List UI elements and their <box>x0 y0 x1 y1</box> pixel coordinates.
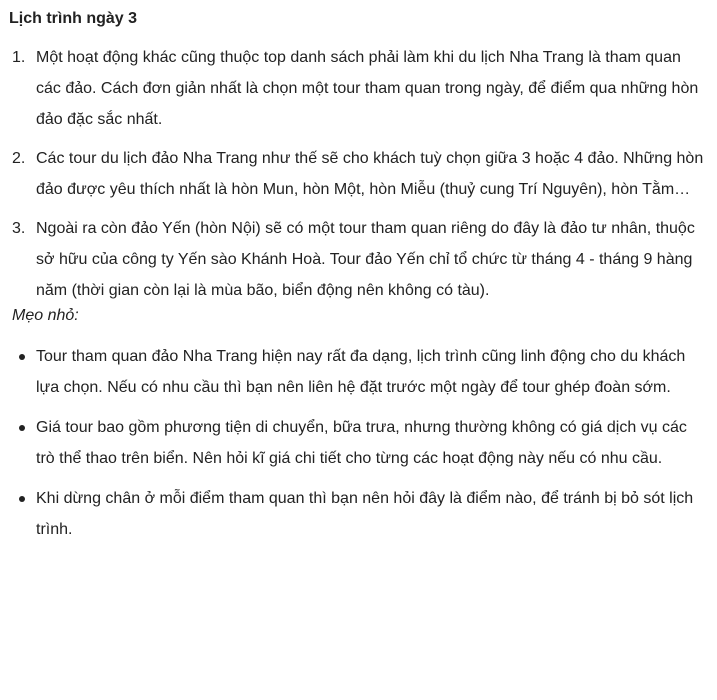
bullet-icon <box>19 354 25 360</box>
tip-item <box>9 412 705 474</box>
tip-text: Khi dừng chân ở mỗi điểm tham quan thì bạn nên hỏi đây là điểm nào, để tránh bị bỏ sót lịch trình. <box>36 490 694 538</box>
tip-item <box>9 341 705 403</box>
itinerary-item <box>9 213 705 306</box>
item-number: 3. <box>12 220 26 237</box>
item-number: 2. <box>12 150 26 167</box>
itinerary-item <box>9 42 705 135</box>
tip-item <box>9 483 705 545</box>
itinerary-item <box>9 143 705 205</box>
item-text: Ngoài ra còn đảo Yến (hòn Nội) sẽ có một tour tham quan riêng do đây là đảo tư nhân, thuộc sở hữu của công ty Yến sào Khánh Hoà. Tour đảo Yến chỉ tổ chức từ tháng 4 - tháng 9 hàng năm (thời gian còn lại là mùa bão, biển động nên không có tàu). <box>36 220 695 299</box>
section-heading: Lịch trình ngày 3 <box>9 10 138 27</box>
tip-text: Giá tour bao gồm phương tiện di chuyển, bữa trưa, nhưng thường không có giá dịch vụ các trò thể thao trên biển. Nên hỏi kĩ giá chi tiết cho từng các hoạt động này nếu có nhu cầu. <box>36 419 687 467</box>
tip-text: Tour tham quan đảo Nha Trang hiện nay rất đa dạng, lịch trình cũng linh động cho du khách lựa chọn. Nếu có nhu cầu thì bạn nên liên hệ đặt trước một ngày để tour ghép đoàn sớm. <box>36 348 686 396</box>
item-text: Các tour du lịch đảo Nha Trang như thế sẽ cho khách tuỳ chọn giữa 3 hoặc 4 đảo. Những hòn đảo được yêu thích nhất là hòn Mun, hòn Một, hòn Miễu (thuỷ cung Trí Nguyên), hòn Tằm… <box>36 150 704 198</box>
tips-list <box>9 341 705 545</box>
bullet-icon <box>19 496 25 502</box>
itinerary-list <box>9 42 705 306</box>
tips-label: Mẹo nhỏ: <box>12 307 79 324</box>
bullet-icon <box>19 425 25 431</box>
item-number: 1. <box>12 49 26 66</box>
item-text: Một hoạt động khác cũng thuộc top danh sách phải làm khi du lịch Nha Trang là tham quan các đảo. Cách đơn giản nhất là chọn một tour tham quan trong ngày, để điểm qua những hòn đảo đặc sắc nhất. <box>36 49 699 128</box>
